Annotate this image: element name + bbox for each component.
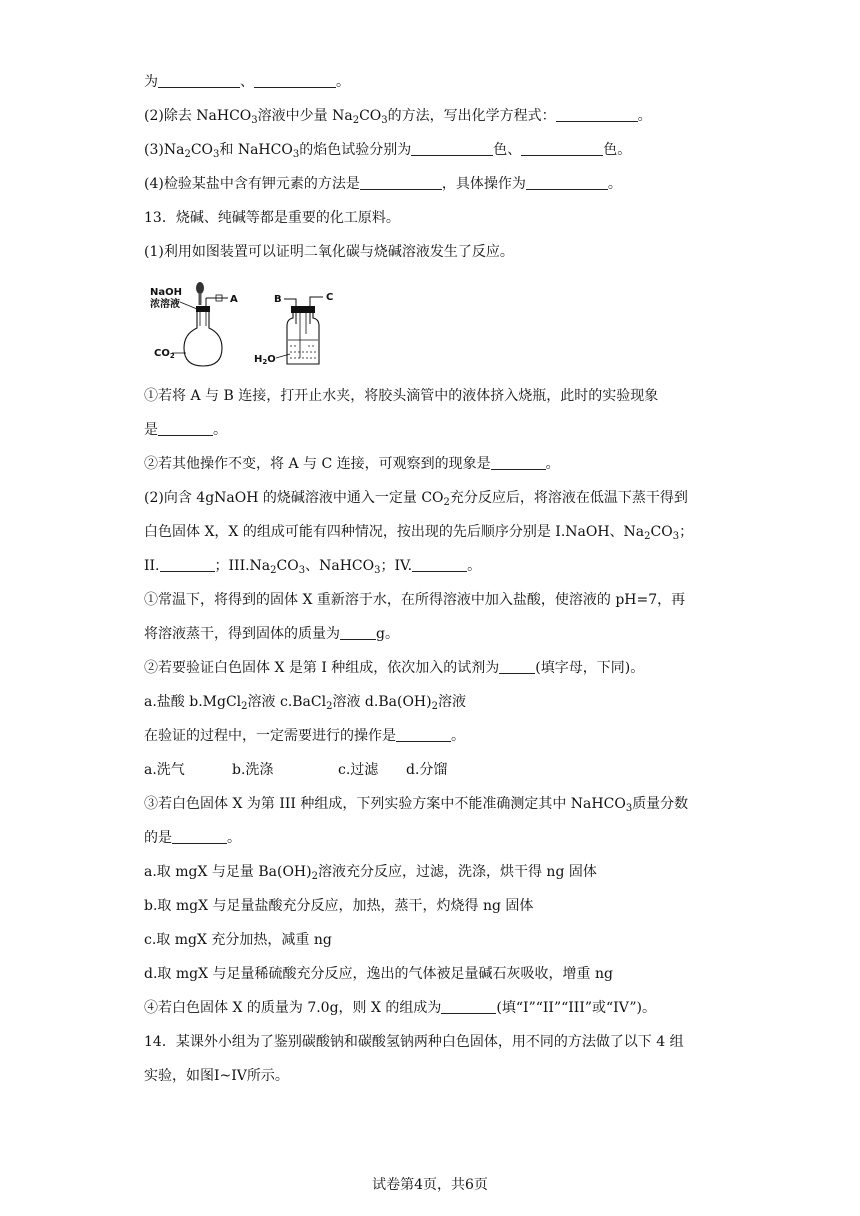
subscript: 2 (443, 497, 450, 508)
answer-blank[interactable] (491, 454, 546, 470)
question-13-2-3a (144, 794, 688, 814)
question-12-4 (144, 174, 622, 194)
question-13-1-1a: ①若将 A 与 B 连接，打开止水夹，将胶头滴管中的液体挤入烧瓶，此时的实验现象 (144, 388, 659, 404)
question-12-3 (144, 140, 631, 160)
text: 、NaHCO (305, 558, 375, 574)
text: (2)向含 4gNaOH 的烧碱溶液中通入一定量 CO (144, 490, 444, 506)
h2o-label: $H_2O$ (254, 354, 276, 366)
text: (填“I”“II”“III”或“IV”)。 (496, 1000, 656, 1016)
text: 的方法，写出化学方程式： (387, 108, 556, 124)
question-13-1-2 (144, 454, 560, 474)
text: CO (359, 108, 382, 124)
option-b: b.洗涤 (232, 762, 274, 778)
text: ④若白色固体 X 的质量为 7.0g，则 X 的组成为 (144, 1000, 442, 1016)
apparatus-figure (150, 282, 350, 372)
gas-washing-bottle (287, 313, 319, 364)
label-b: B (274, 294, 282, 305)
text: 。 (467, 558, 482, 574)
question-13-1: (1)利用如图装置可以证明二氧化碳与烧碱溶液发生了反应。 (144, 244, 514, 260)
question-13-2c (144, 556, 481, 576)
text: 的焰色试验分别为 (299, 142, 412, 158)
text: 。 (213, 422, 227, 438)
subscript: 3 (251, 115, 258, 126)
answer-blank[interactable] (412, 556, 467, 572)
text: ； (679, 524, 694, 540)
question-13-2b (144, 522, 693, 542)
water-region (288, 340, 318, 363)
answer-blank[interactable] (172, 828, 227, 844)
label-c: C (326, 292, 334, 303)
subscript: 2 (326, 701, 333, 712)
text: 和 NaHCO (219, 142, 293, 158)
subscript: 2 (644, 531, 651, 542)
text: (填字母，下同)。 (535, 660, 645, 676)
question-13-2-1b (144, 624, 399, 644)
subscript: 3 (625, 803, 633, 814)
text: 的是 (144, 830, 172, 846)
text: CO (190, 142, 214, 158)
subscript: 2 (184, 149, 191, 160)
text: 色、 (493, 142, 522, 158)
subscript: 3 (298, 565, 306, 576)
text: 。 (637, 108, 652, 124)
question-12-2 (144, 106, 652, 126)
answer-line-1 (144, 72, 350, 92)
answer-blank[interactable] (526, 174, 608, 190)
answer-blank[interactable] (411, 140, 493, 156)
subscript: 3 (374, 565, 381, 576)
text: 溶液 d.Ba(OH) (332, 694, 432, 710)
method-b: b.取 mgX 与足量盐酸充分反应，加热，蒸干，灼烧得 ng 固体 (144, 898, 534, 914)
method-a (144, 862, 597, 882)
subscript: 3 (213, 149, 220, 160)
subscript: 2 (352, 115, 360, 126)
subscript: 2 (311, 871, 318, 882)
naoh-label: NaOH (150, 287, 182, 298)
answer-blank[interactable] (158, 72, 240, 88)
text: 、 (240, 74, 254, 90)
reagent-options (144, 692, 466, 712)
method-d: d.取 mgX 与足量稀硫酸充分反应，逸出的气体被足量碱石灰吸收，增重 ng (144, 966, 613, 982)
text: ；III.Na (214, 558, 271, 574)
answer-blank[interactable] (360, 174, 442, 190)
text: 在验证的过程中，一定需要进行的操作是 (144, 728, 396, 744)
text: 。 (451, 728, 465, 744)
text: (3)Na (144, 142, 185, 158)
question-13-2-3b (144, 828, 241, 848)
text: ②若要验证白色固体 X 是第 I 种组成，依次加入的试剂为 (144, 660, 500, 676)
text: 充分反应后，将溶液在低温下蒸干得到 (449, 490, 688, 506)
method-c: c.取 mgX 充分加热，减重 ng (144, 932, 332, 948)
stopper (196, 306, 210, 312)
verify-operation (144, 726, 465, 746)
question-14a: 14．某课外小组为了鉴别碳酸钠和碳酸氢钠两种白色固体，用不同的方法做了以下 4 组 (144, 1034, 684, 1050)
text: 溶液中少量 Na (257, 108, 353, 124)
subscript: 3 (381, 115, 388, 126)
text: 。 (545, 456, 560, 472)
text: 色。 (603, 142, 632, 158)
option-c: c.过滤 (338, 762, 379, 778)
subscript: 2 (241, 701, 248, 712)
dropper-bulb-icon (196, 282, 204, 294)
page-footer: 试卷第4页，共6页 (372, 1177, 488, 1193)
text: ②若其他操作不变，将 A 与 C 连接，可观察到的现象是 (144, 456, 491, 472)
text: 溶液 c.BaCl (247, 694, 327, 710)
text: 白色固体 X，X 的组成可能有四种情况，按出现的先后顺序分别是 I.NaOH、Na (144, 524, 645, 540)
text: g。 (376, 626, 399, 642)
answer-blank[interactable] (396, 726, 451, 742)
leader-line (180, 302, 197, 309)
question-13-2-4 (144, 998, 656, 1018)
answer-blank[interactable] (158, 420, 213, 436)
round-flask (184, 312, 222, 366)
text: II. (144, 558, 160, 574)
question-14b: 实验，如图I~IV所示。 (144, 1068, 289, 1084)
dropper-tube (199, 293, 202, 305)
question-13-1-1b (144, 420, 227, 440)
question-13-2-2 (144, 658, 644, 678)
answer-blank[interactable] (160, 556, 215, 572)
text: (4)检验某盐中含有钾元素的方法是 (144, 176, 360, 192)
answer-blank[interactable] (556, 106, 638, 122)
answer-blank[interactable] (521, 140, 603, 156)
operation-options (144, 760, 447, 780)
label-a: A (230, 294, 238, 305)
answer-blank[interactable] (254, 72, 336, 88)
conc-solution-label: 浓溶液 (150, 299, 180, 310)
text: 溶液 (437, 694, 466, 710)
text: a.盐酸 b.MgCl (144, 694, 242, 710)
answer-blank[interactable] (499, 658, 535, 674)
text: 将溶液蒸干，得到固体的质量为 (144, 626, 340, 642)
answer-blank[interactable] (340, 624, 376, 640)
subscript: 3 (292, 149, 300, 160)
text: 是 (144, 422, 158, 438)
text: 。 (227, 830, 241, 846)
text: ③若白色固体 X 为第 III 种组成，下列实验方案中不能准确测定其中 NaHCO (144, 796, 626, 812)
question-13-2a (144, 488, 688, 508)
co2-label: $CO_2$ (154, 348, 175, 360)
answer-blank[interactable] (441, 998, 496, 1014)
text: 为 (144, 74, 158, 90)
text: 。 (336, 74, 350, 90)
text: a.取 mgX 与足量 Ba(OH) (144, 864, 312, 880)
text: CO (276, 558, 299, 574)
subscript: 2 (431, 701, 438, 712)
option-a: a.洗气 (144, 762, 185, 778)
text: ，具体操作为 (441, 176, 526, 192)
question-13-2-1a: ①常温下，将得到的固体 X 重新溶于水，在所得溶液中加入盐酸，使溶液的 pH=7，再 (144, 592, 686, 608)
text: 溶液充分反应，过滤，洗涤，烘干得 ng 固体 (317, 864, 597, 880)
text: 质量分数 (632, 796, 689, 812)
question-13-title: 13．烧碱、纯碱等都是重要的化工原料。 (144, 210, 400, 226)
bottle-stopper (291, 306, 315, 313)
option-d: d.分馏 (406, 762, 448, 778)
text: CO (650, 524, 673, 540)
text: ；IV. (380, 558, 413, 574)
subscript: 3 (672, 531, 680, 542)
text: (2)除去 NaHCO (144, 108, 252, 124)
text: 。 (607, 176, 622, 192)
subscript: 2 (270, 565, 277, 576)
